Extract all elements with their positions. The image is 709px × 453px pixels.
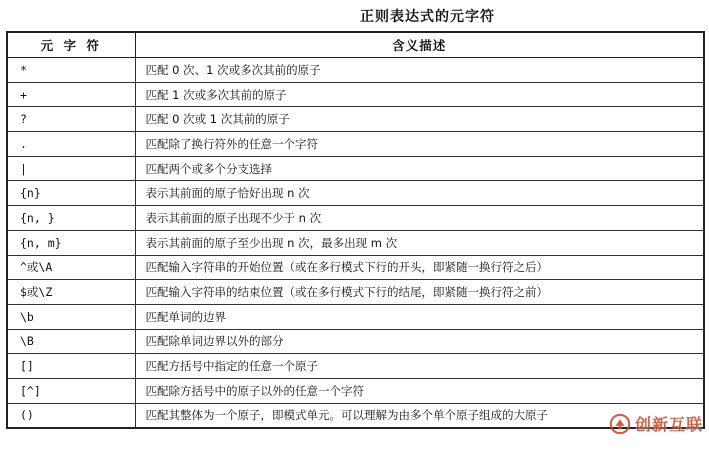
table-row bbox=[7, 354, 704, 379]
table-row bbox=[7, 255, 704, 280]
symbol-cell: + bbox=[7, 82, 135, 107]
metacharacter-table bbox=[6, 31, 705, 429]
description-cell: 匹配输入字符串的开始位置（或在多行模式下行的开头，即紧随一换行符之后） bbox=[135, 255, 704, 280]
symbol-cell: {n} bbox=[7, 181, 135, 206]
description-cell: 表示其前面的原子出现不少于 n 次 bbox=[135, 206, 704, 231]
header-symbol: 元 字 符 bbox=[7, 32, 135, 58]
symbol-cell: . bbox=[7, 132, 135, 157]
brand-logo-icon bbox=[609, 413, 631, 435]
symbol-cell: {n, m} bbox=[7, 230, 135, 255]
table-row bbox=[7, 403, 704, 428]
watermark-text: 创新互联 bbox=[634, 415, 703, 434]
description-cell: 匹配单词的边界 bbox=[135, 304, 704, 329]
table-row bbox=[7, 378, 704, 403]
description-cell: 匹配 0 次或 1 次其前的原子 bbox=[135, 107, 704, 132]
description-cell: 匹配除了换行符外的任意一个字符 bbox=[135, 132, 704, 157]
table-row bbox=[7, 230, 704, 255]
description-cell: 表示其前面的原子恰好出现 n 次 bbox=[135, 181, 704, 206]
table-row bbox=[7, 181, 704, 206]
table-row bbox=[7, 82, 704, 107]
description-cell: 匹配 1 次或多次其前的原子 bbox=[135, 82, 704, 107]
description-cell: 匹配输入字符串的结束位置（或在多行模式下行的结尾，即紧随一换行符之前） bbox=[135, 280, 704, 305]
description-cell: 匹配其整体为一个原子，即模式单元。可以理解为由多个单个原子组成的大原子 bbox=[145, 408, 548, 423]
description-cell: 匹配除单词边界以外的部分 bbox=[135, 329, 704, 354]
symbol-cell: [] bbox=[7, 354, 135, 379]
table-row bbox=[7, 280, 704, 305]
table-row bbox=[7, 329, 704, 354]
brand-watermark bbox=[609, 412, 703, 435]
description-cell: 匹配两个或多个分支选择 bbox=[135, 156, 704, 181]
table-row bbox=[7, 107, 704, 132]
symbol-cell: ? bbox=[7, 107, 135, 132]
header-description: 含义描述 bbox=[135, 32, 704, 58]
description-cell: 匹配 0 次、1 次或多次其前的原子 bbox=[135, 58, 704, 83]
description-cell: 匹配除方括号中的原子以外的任意一个字符 bbox=[135, 378, 704, 403]
table-caption: 正则表达式的元字符 bbox=[360, 9, 495, 25]
table-row bbox=[7, 132, 704, 157]
table-row bbox=[7, 58, 704, 83]
metacharacter-table-container bbox=[6, 31, 703, 445]
description-cell: 匹配方括号中指定的任意一个原子 bbox=[135, 354, 704, 379]
symbol-cell: * bbox=[7, 58, 135, 83]
symbol-cell: ^或\A bbox=[7, 255, 135, 280]
description-cell: 表示其前面的原子至少出现 n 次，最多出现 m 次 bbox=[135, 230, 704, 255]
symbol-cell: {n, } bbox=[7, 206, 135, 231]
symbol-cell: $或\Z bbox=[7, 280, 135, 305]
symbol-cell: () bbox=[7, 403, 135, 428]
table-row bbox=[7, 206, 704, 231]
symbol-cell: | bbox=[7, 156, 135, 181]
symbol-cell: [^] bbox=[7, 378, 135, 403]
table-row bbox=[7, 304, 704, 329]
table-row bbox=[7, 156, 704, 181]
table-header-row bbox=[7, 32, 704, 58]
symbol-cell: \b bbox=[7, 304, 135, 329]
symbol-cell: \B bbox=[7, 329, 135, 354]
